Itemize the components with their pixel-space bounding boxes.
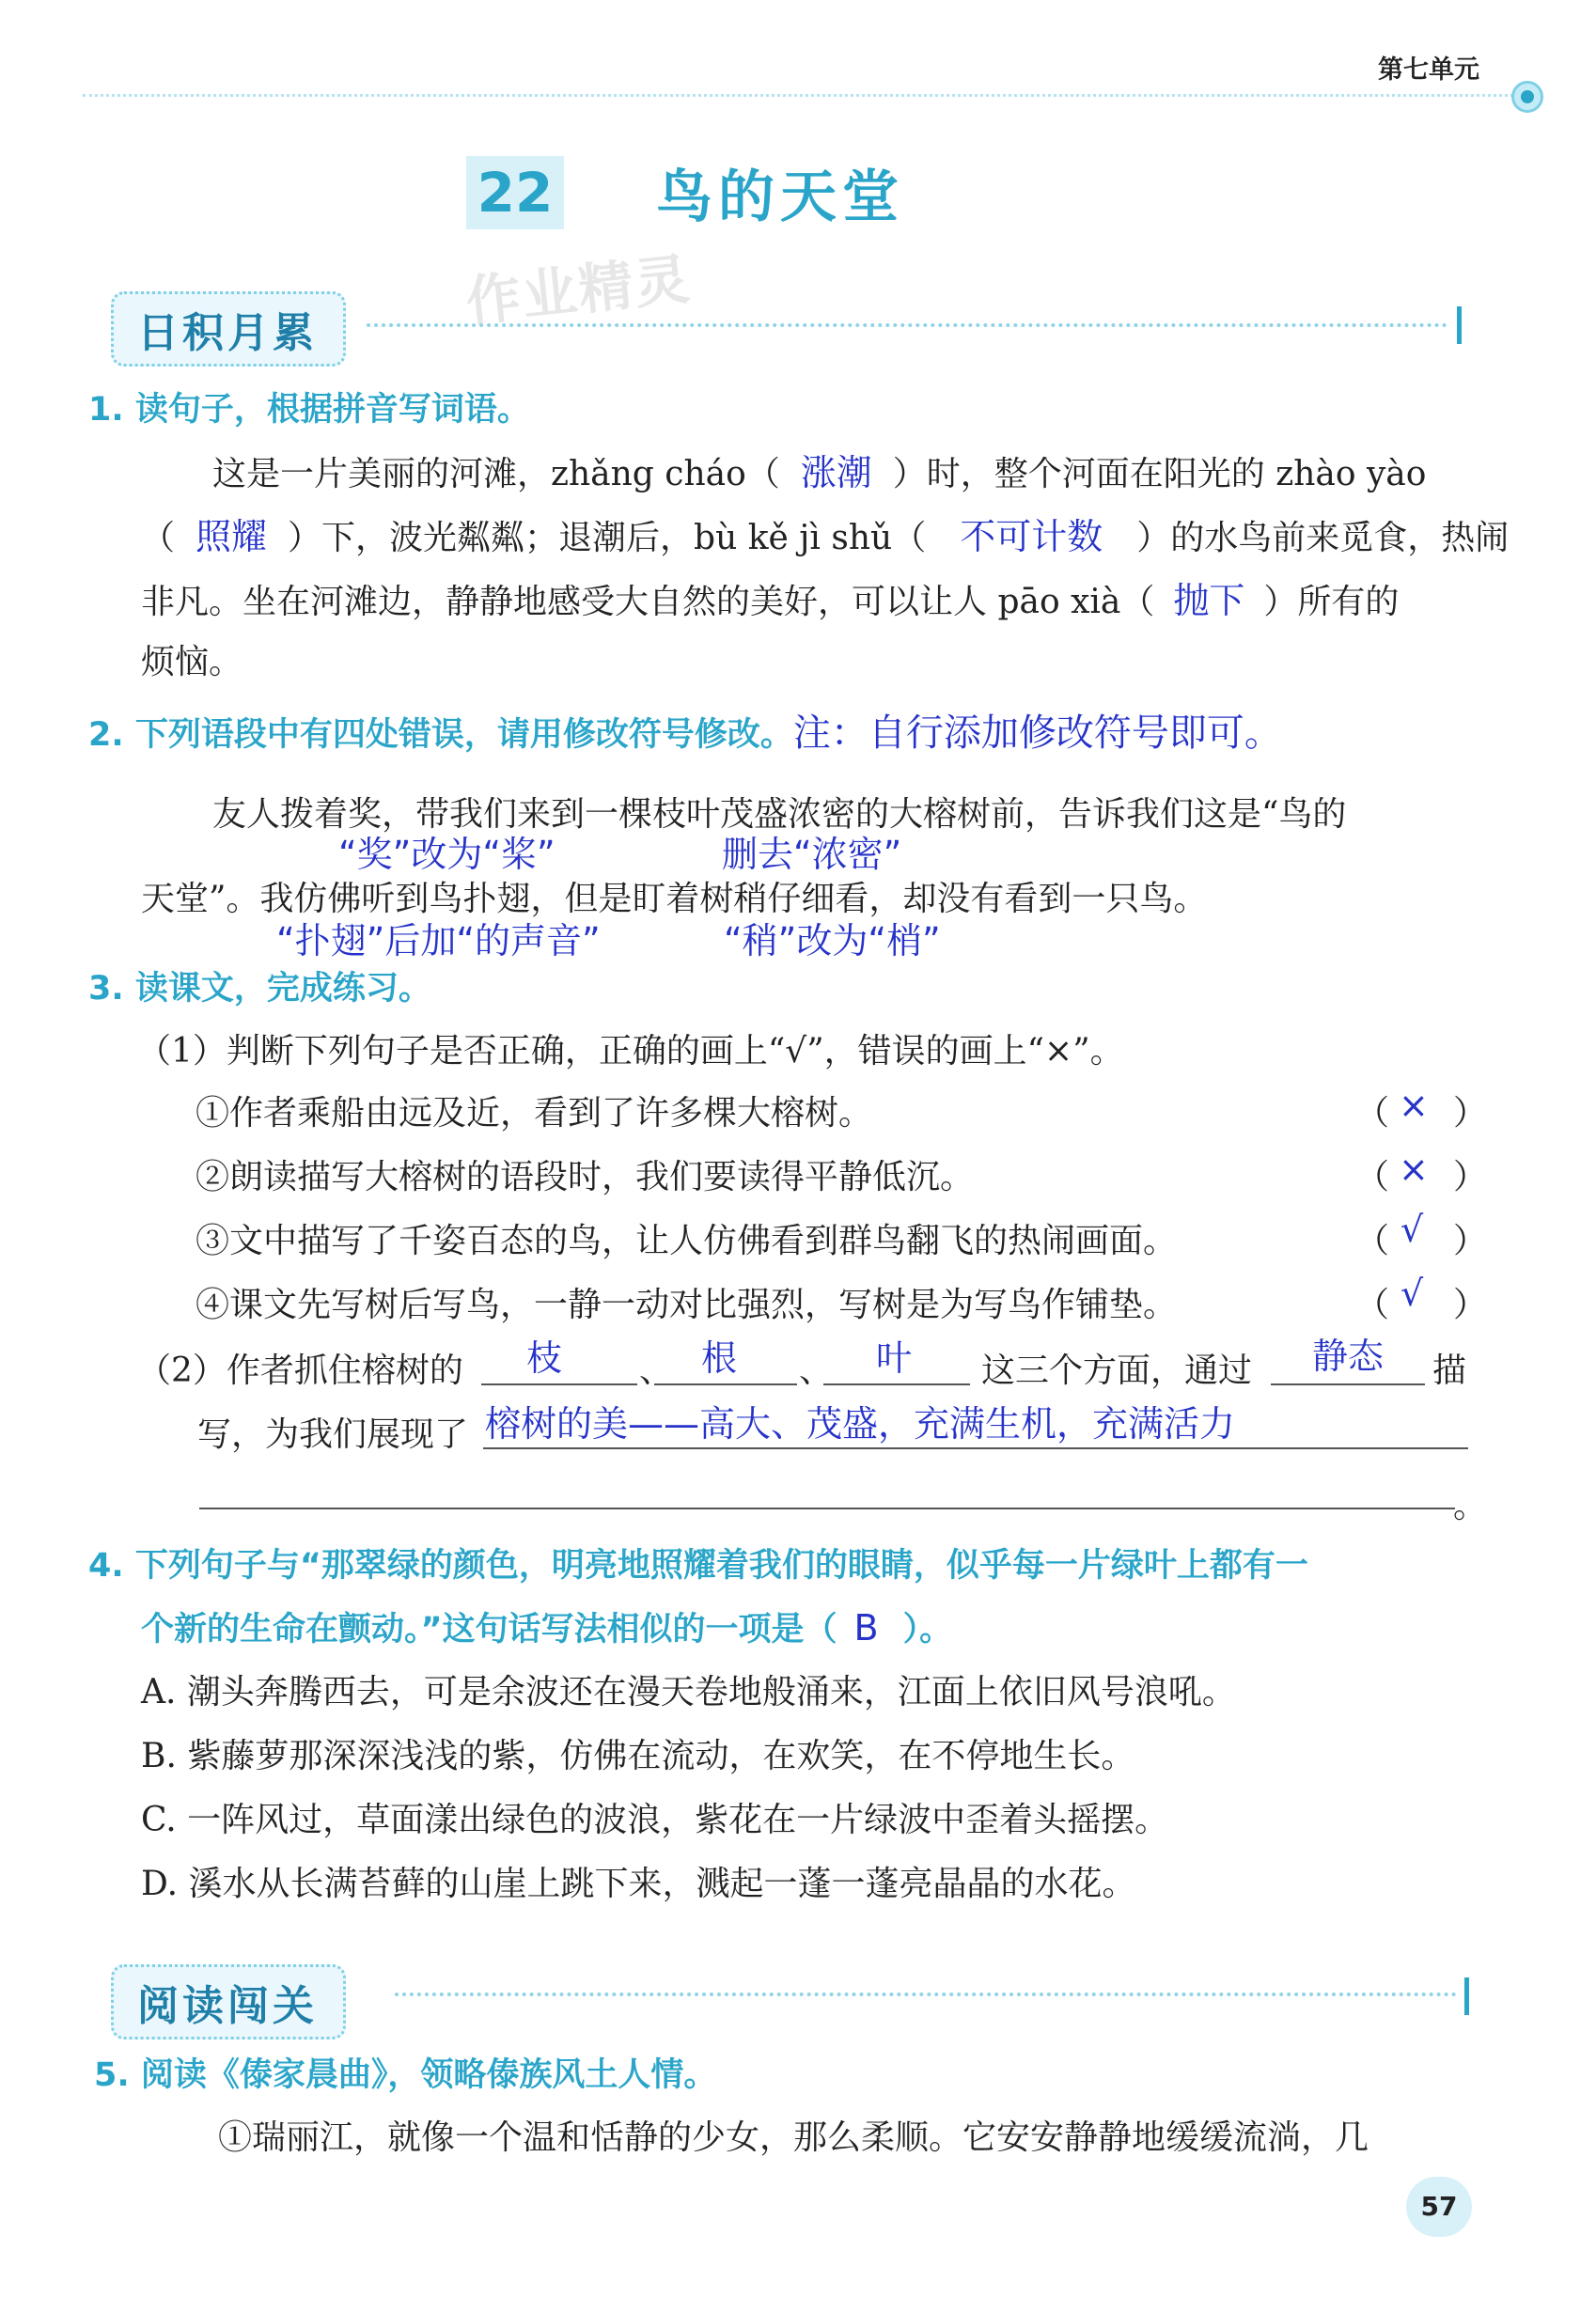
q3-blank-4-line <box>1271 1383 1425 1385</box>
q4-option-b: B. 紫藤萝那深深浅浅的紫，仿佛在流动，在欢笑，在不停地生长。 <box>141 1737 1135 1775</box>
q1-line2-text-b: ）下，波光粼粼；退潮后，bù kě jì shǔ（ <box>288 519 927 557</box>
q3-blank-2-line <box>654 1383 797 1385</box>
q3-item-1-paren: （ ） <box>1355 1094 1488 1133</box>
section-accumulate-divider <box>367 323 1447 327</box>
q3-title: 3. 读课文，完成练习。 <box>88 970 431 1008</box>
section-reading-endbar <box>1464 1977 1469 2015</box>
header-circle-icon <box>1511 81 1543 113</box>
q3-item-1: ①作者乘船由远及近，看到了许多棵大榕树。 <box>196 1094 873 1133</box>
q3-blank-1: 枝 <box>526 1337 563 1379</box>
q3-part2-text-b: 这三个方面，通过 <box>981 1352 1253 1390</box>
unit-label: 第七单元 <box>1378 55 1479 85</box>
q1-line2-text-a: （ <box>141 519 176 557</box>
q3-item-3-answer: √ <box>1400 1209 1424 1250</box>
q1-line1 <box>212 444 1426 495</box>
q3-part2-text-c: 描 <box>1432 1352 1467 1390</box>
q3-blank-4: 静态 <box>1312 1336 1385 1377</box>
q4-option-a: A. 潮头奔腾西去，可是余波还在漫天卷地般涌来，江面上依旧风号浪吼。 <box>141 1673 1236 1711</box>
q1-line3-text-b: ）所有的 <box>1263 583 1400 621</box>
q3-part2-text-a: （2）作者抓住榕树的 <box>137 1352 463 1390</box>
section-accumulate-endbar <box>1457 306 1462 344</box>
q3-part2-end: 。 <box>1453 1487 1488 1525</box>
q4-option-c: C. 一阵风过，草面漾出绿色的波浪，紫花在一片绿波中歪着头摇摆。 <box>141 1801 1169 1839</box>
q1-answer-4: 抛下 <box>1173 580 1245 621</box>
q1-line4: 烦恼。 <box>141 643 243 681</box>
q4-line2-text-b: ）。 <box>902 1611 953 1649</box>
q4-line2-text-a: 个新的生命在颤动。”这句话写法相似的一项是（ <box>141 1611 837 1649</box>
q3-item-2-answer: × <box>1399 1149 1429 1190</box>
q2-title: 2. 下列语段中有四处错误，请用修改符号修改。 <box>88 716 793 754</box>
lesson-title: 鸟的天堂 <box>656 164 904 230</box>
q3-part1-prompt: （1）判断下列句子是否正确，正确的画上“√”，错误的画上“×”。 <box>137 1032 1124 1071</box>
q1-answer-1: 涨潮 <box>800 452 872 493</box>
q3-item-2: ②朗读描写大榕树的语段时，我们要读得平静低沉。 <box>196 1158 975 1196</box>
q1-line3 <box>141 571 1399 623</box>
q1-line1-text-a: 这是一片美丽的河滩，zhǎng cháo（ <box>212 455 780 493</box>
q1-line2 <box>141 508 1509 559</box>
q2-correction-1: “奖”改为“桨” <box>338 834 555 875</box>
q4-line2 <box>141 1603 952 1650</box>
q1-line1-text-b: ）时，整个河面在阳光的 zhào yào <box>892 455 1427 493</box>
q2-correction-3: “扑翅”后加“的声音” <box>276 920 601 961</box>
q3-sep-1: 、 <box>639 1352 674 1390</box>
q4-line1: 4. 下列句子与“那翠绿的颜色，明亮地照耀着我们的眼睛，似乎每一片绿叶上都有一 <box>88 1547 1308 1585</box>
q3-sep-2: 、 <box>799 1352 834 1390</box>
q5-paragraph-1: ①瑞丽江，就像一个温和恬静的少女，那么柔顺。它安安静静地缓缓流淌，几 <box>218 2118 1369 2157</box>
q3-blank-2: 根 <box>701 1337 738 1379</box>
q5-title: 5. 阅读《傣家晨曲》，领略傣族风土人情。 <box>94 2056 717 2094</box>
q3-blank-5-line <box>483 1447 1468 1449</box>
q3-part2-text-d: 写，为我们展现了 <box>197 1415 469 1454</box>
q3-blank-1-line <box>481 1383 637 1385</box>
q3-item-2-paren: （ ） <box>1355 1158 1488 1196</box>
q2-correction-2: 删去“浓密” <box>722 834 902 875</box>
q4-answer: B <box>853 1607 879 1649</box>
q3-item-3-paren: （ ） <box>1355 1222 1488 1260</box>
section-reading-title: 阅读闯关 <box>137 1982 318 2030</box>
q4-option-d: D. 溪水从长满苔藓的山崖上跳下来，溅起一蓬一蓬亮晶晶的水花。 <box>141 1865 1136 1903</box>
header-top-line <box>83 94 1530 97</box>
q1-title: 1. 读句子，根据拼音写词语。 <box>88 391 530 429</box>
q3-item-1-answer: × <box>1399 1085 1429 1126</box>
q1-answer-2: 照耀 <box>196 516 268 557</box>
q3-item-4-paren: （ ） <box>1355 1286 1488 1324</box>
q2-line2: 天堂”。我仿佛听到鸟扑翅，但是盯着树稍仔细看，却没有看到一只鸟。 <box>141 880 1208 918</box>
section-accumulate-title: 日积月累 <box>137 309 318 357</box>
q3-item-4-answer: √ <box>1400 1273 1424 1314</box>
q3-blank-3: 叶 <box>876 1337 913 1379</box>
page-number: 57 <box>1406 2177 1472 2237</box>
q2-line1: 友人拨着奖，带我们来到一棵枝叶茂盛浓密的大榕树前，告诉我们这是“鸟的 <box>212 795 1347 834</box>
q2-title-row <box>88 703 1282 757</box>
q1-line3-text-a: 非凡。坐在河滩边，静静地感受大自然的美好，可以让人 pāo xià（ <box>141 583 1155 621</box>
section-reading-divider <box>395 1993 1457 1996</box>
q3-item-4: ④课文先写树后写鸟，一静一动对比强烈，写树是为写鸟作铺垫。 <box>196 1286 1178 1324</box>
watermark: 作业精灵 <box>462 246 695 335</box>
q3-blank-5-line-2 <box>199 1508 1455 1509</box>
q3-blank-3-line <box>823 1383 970 1385</box>
lesson-number: 22 <box>466 156 564 229</box>
q3-item-3: ③文中描写了千姿百态的鸟，让人仿佛看到群鸟翻飞的热闹画面。 <box>196 1222 1178 1260</box>
q1-answer-3: 不可计数 <box>960 516 1103 557</box>
q2-correction-4: “稍”改为“梢” <box>724 920 941 961</box>
q3-blank-5: 榕树的美——高大、茂盛，充满生机，充满活力 <box>485 1403 1236 1445</box>
q2-note: 注：自行添加修改符号即可。 <box>792 711 1282 755</box>
q1-line2-text-c: ）的水鸟前来觅食，热闹 <box>1136 519 1510 557</box>
